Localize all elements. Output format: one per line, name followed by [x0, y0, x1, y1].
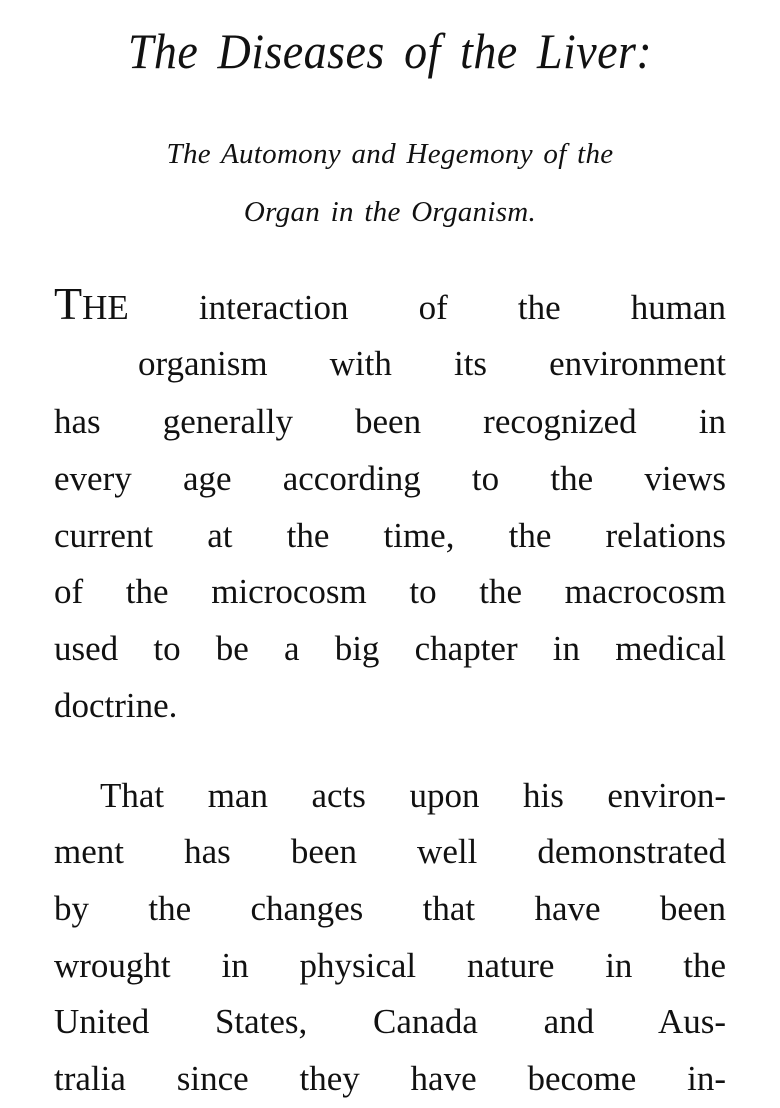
drop-cap: T: [54, 278, 83, 329]
paragraph-1-line-4: every age according to the views: [54, 459, 726, 498]
paragraph-2-line-4: wrought in physical nature in the: [54, 946, 726, 985]
paragraph-2-line-1: That man acts upon his environ-: [100, 776, 726, 815]
paragraph-1-line-3: has generally been recognized in: [54, 402, 726, 441]
paragraph-1-line-2: organism with its environment: [138, 344, 726, 383]
text-line: HE interaction of the human: [82, 288, 726, 327]
paragraph-1-line-7: used to be a big chapter in medical: [54, 629, 726, 668]
paragraph-2-line-2: ment has been well demonstrated: [54, 832, 726, 871]
chapter-subtitle-line-1: The Automony and Hegemony of the: [166, 138, 614, 170]
paragraph-1-line-8: doctrine.: [54, 686, 178, 725]
chapter-subtitle-line-2: Organ in the Organism.: [243, 196, 537, 228]
paragraph-2-line-3: by the changes that have been: [54, 889, 726, 928]
paragraph-1-line-5: current at the time, the relations: [54, 516, 726, 555]
paragraph-1-line-6: of the microcosm to the macrocosm: [54, 572, 726, 611]
paragraph-1-line-1: [54, 278, 726, 330]
paragraph-2-line-5: United States, Canada and Aus-: [54, 1002, 726, 1041]
chapter-title: The Diseases of the Liver:: [127, 23, 653, 79]
paragraph-2-line-6: tralia since they have become in-: [54, 1059, 726, 1098]
